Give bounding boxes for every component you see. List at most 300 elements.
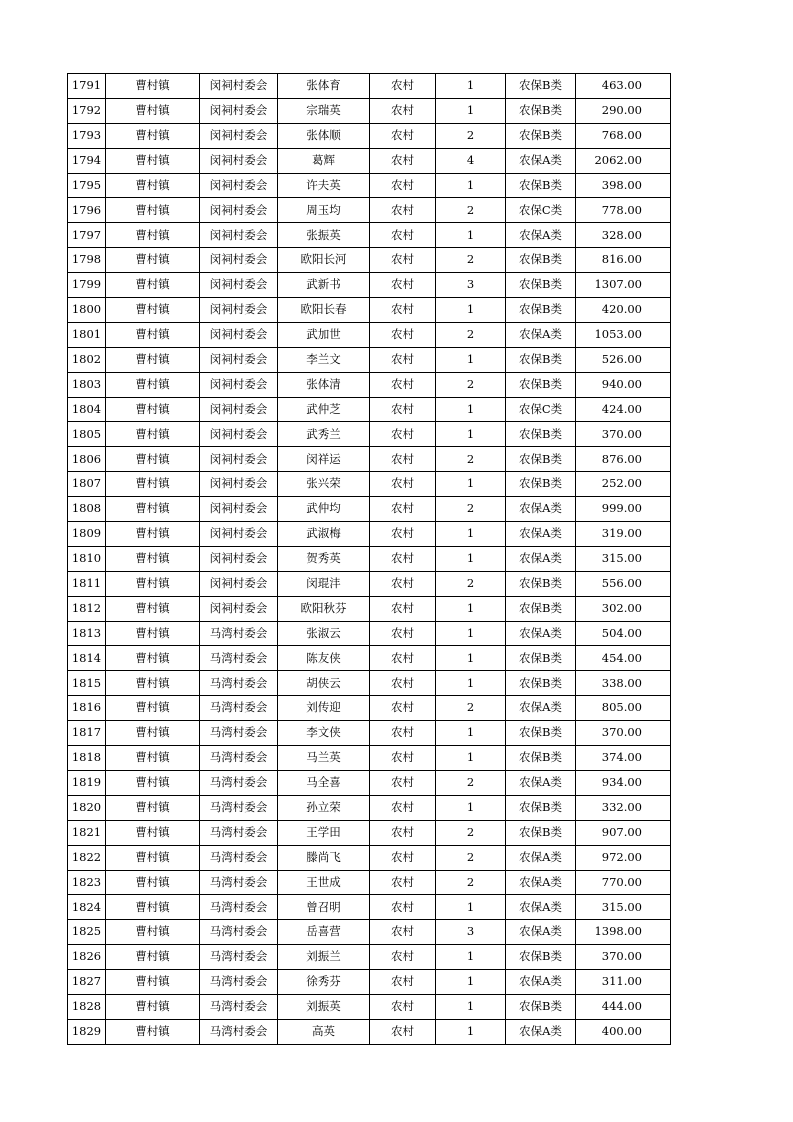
table-row xyxy=(68,994,671,1019)
household-count-cell: 1 xyxy=(436,721,506,746)
village-cell: 马湾村委会 xyxy=(200,1019,278,1044)
village-cell: 马湾村委会 xyxy=(200,671,278,696)
area-type-cell: 农村 xyxy=(370,422,436,447)
row-number: 1803 xyxy=(68,372,106,397)
row-number: 1794 xyxy=(68,148,106,173)
row-number: 1823 xyxy=(68,870,106,895)
name-cell: 张体顺 xyxy=(278,123,370,148)
area-type-cell: 农村 xyxy=(370,845,436,870)
household-count-cell: 2 xyxy=(436,696,506,721)
household-count-cell: 1 xyxy=(436,173,506,198)
village-cell: 马湾村委会 xyxy=(200,920,278,945)
name-cell: 葛辉 xyxy=(278,148,370,173)
table-row xyxy=(68,298,671,323)
name-cell: 闵琨沣 xyxy=(278,571,370,596)
area-type-cell: 农村 xyxy=(370,770,436,795)
household-count-cell: 1 xyxy=(436,546,506,571)
table-row xyxy=(68,1019,671,1044)
row-number: 1797 xyxy=(68,223,106,248)
town-cell: 曹村镇 xyxy=(106,347,200,372)
town-cell: 曹村镇 xyxy=(106,447,200,472)
household-count-cell: 1 xyxy=(436,746,506,771)
category-cell: 农保B类 xyxy=(506,596,576,621)
row-number: 1809 xyxy=(68,522,106,547)
category-cell: 农保B类 xyxy=(506,994,576,1019)
table-row xyxy=(68,198,671,223)
amount-cell: 454.00 xyxy=(576,646,671,671)
household-count-cell: 2 xyxy=(436,571,506,596)
village-cell: 马湾村委会 xyxy=(200,746,278,771)
village-cell: 闵祠村委会 xyxy=(200,372,278,397)
name-cell: 曾召明 xyxy=(278,895,370,920)
amount-cell: 805.00 xyxy=(576,696,671,721)
household-count-cell: 1 xyxy=(436,596,506,621)
area-type-cell: 农村 xyxy=(370,945,436,970)
household-count-cell: 1 xyxy=(436,522,506,547)
table-row xyxy=(68,74,671,99)
name-cell: 张振英 xyxy=(278,223,370,248)
amount-cell: 768.00 xyxy=(576,123,671,148)
category-cell: 农保B类 xyxy=(506,472,576,497)
amount-cell: 328.00 xyxy=(576,223,671,248)
amount-cell: 400.00 xyxy=(576,1019,671,1044)
category-cell: 农保A类 xyxy=(506,522,576,547)
category-cell: 农保B类 xyxy=(506,422,576,447)
row-number: 1811 xyxy=(68,571,106,596)
area-type-cell: 农村 xyxy=(370,273,436,298)
amount-cell: 907.00 xyxy=(576,820,671,845)
amount-cell: 338.00 xyxy=(576,671,671,696)
name-cell: 刘振兰 xyxy=(278,945,370,970)
area-type-cell: 农村 xyxy=(370,895,436,920)
category-cell: 农保B类 xyxy=(506,646,576,671)
household-count-cell: 1 xyxy=(436,397,506,422)
household-count-cell: 1 xyxy=(436,1019,506,1044)
household-count-cell: 1 xyxy=(436,795,506,820)
town-cell: 曹村镇 xyxy=(106,123,200,148)
name-cell: 马全喜 xyxy=(278,770,370,795)
name-cell: 李兰文 xyxy=(278,347,370,372)
amount-cell: 444.00 xyxy=(576,994,671,1019)
amount-cell: 315.00 xyxy=(576,546,671,571)
category-cell: 农保B类 xyxy=(506,945,576,970)
amount-cell: 972.00 xyxy=(576,845,671,870)
town-cell: 曹村镇 xyxy=(106,273,200,298)
name-cell: 武加世 xyxy=(278,322,370,347)
household-count-cell: 1 xyxy=(436,970,506,995)
category-cell: 农保B类 xyxy=(506,795,576,820)
roster-table xyxy=(67,73,671,1045)
table-row xyxy=(68,870,671,895)
village-cell: 马湾村委会 xyxy=(200,696,278,721)
town-cell: 曹村镇 xyxy=(106,372,200,397)
town-cell: 曹村镇 xyxy=(106,721,200,746)
table-row xyxy=(68,895,671,920)
table-row xyxy=(68,696,671,721)
village-cell: 闵祠村委会 xyxy=(200,248,278,273)
category-cell: 农保A类 xyxy=(506,223,576,248)
amount-cell: 1398.00 xyxy=(576,920,671,945)
village-cell: 马湾村委会 xyxy=(200,970,278,995)
row-number: 1816 xyxy=(68,696,106,721)
row-number: 1814 xyxy=(68,646,106,671)
table-row xyxy=(68,472,671,497)
row-number: 1817 xyxy=(68,721,106,746)
name-cell: 武仲均 xyxy=(278,497,370,522)
name-cell: 欧阳长河 xyxy=(278,248,370,273)
category-cell: 农保A类 xyxy=(506,696,576,721)
row-number: 1818 xyxy=(68,746,106,771)
name-cell: 岳喜营 xyxy=(278,920,370,945)
table-row xyxy=(68,571,671,596)
town-cell: 曹村镇 xyxy=(106,696,200,721)
name-cell: 李文侠 xyxy=(278,721,370,746)
category-cell: 农保A类 xyxy=(506,870,576,895)
area-type-cell: 农村 xyxy=(370,820,436,845)
amount-cell: 526.00 xyxy=(576,347,671,372)
household-count-cell: 1 xyxy=(436,347,506,372)
category-cell: 农保A类 xyxy=(506,895,576,920)
area-type-cell: 农村 xyxy=(370,372,436,397)
amount-cell: 934.00 xyxy=(576,770,671,795)
name-cell: 马兰英 xyxy=(278,746,370,771)
category-cell: 农保A类 xyxy=(506,497,576,522)
town-cell: 曹村镇 xyxy=(106,546,200,571)
table-row xyxy=(68,173,671,198)
table-row xyxy=(68,273,671,298)
village-cell: 闵祠村委会 xyxy=(200,546,278,571)
name-cell: 王世成 xyxy=(278,870,370,895)
town-cell: 曹村镇 xyxy=(106,920,200,945)
table-row xyxy=(68,795,671,820)
row-number: 1795 xyxy=(68,173,106,198)
table-row xyxy=(68,671,671,696)
town-cell: 曹村镇 xyxy=(106,646,200,671)
row-number: 1813 xyxy=(68,621,106,646)
area-type-cell: 农村 xyxy=(370,248,436,273)
row-number: 1820 xyxy=(68,795,106,820)
table-row xyxy=(68,372,671,397)
town-cell: 曹村镇 xyxy=(106,571,200,596)
table-row xyxy=(68,148,671,173)
row-number: 1815 xyxy=(68,671,106,696)
name-cell: 张体育 xyxy=(278,74,370,99)
area-type-cell: 农村 xyxy=(370,696,436,721)
town-cell: 曹村镇 xyxy=(106,820,200,845)
row-number: 1798 xyxy=(68,248,106,273)
town-cell: 曹村镇 xyxy=(106,522,200,547)
amount-cell: 876.00 xyxy=(576,447,671,472)
town-cell: 曹村镇 xyxy=(106,248,200,273)
amount-cell: 2062.00 xyxy=(576,148,671,173)
amount-cell: 252.00 xyxy=(576,472,671,497)
row-number: 1796 xyxy=(68,198,106,223)
amount-cell: 816.00 xyxy=(576,248,671,273)
household-count-cell: 2 xyxy=(436,322,506,347)
name-cell: 滕尚飞 xyxy=(278,845,370,870)
table-row xyxy=(68,248,671,273)
village-cell: 闵祠村委会 xyxy=(200,198,278,223)
area-type-cell: 农村 xyxy=(370,571,436,596)
category-cell: 农保A类 xyxy=(506,1019,576,1044)
area-type-cell: 农村 xyxy=(370,397,436,422)
category-cell: 农保A类 xyxy=(506,322,576,347)
row-number: 1812 xyxy=(68,596,106,621)
name-cell: 武仲芝 xyxy=(278,397,370,422)
name-cell: 刘传迎 xyxy=(278,696,370,721)
area-type-cell: 农村 xyxy=(370,98,436,123)
town-cell: 曹村镇 xyxy=(106,223,200,248)
area-type-cell: 农村 xyxy=(370,322,436,347)
village-cell: 闵祠村委会 xyxy=(200,74,278,99)
name-cell: 徐秀芬 xyxy=(278,970,370,995)
area-type-cell: 农村 xyxy=(370,671,436,696)
area-type-cell: 农村 xyxy=(370,148,436,173)
amount-cell: 290.00 xyxy=(576,98,671,123)
name-cell: 周玉均 xyxy=(278,198,370,223)
amount-cell: 556.00 xyxy=(576,571,671,596)
town-cell: 曹村镇 xyxy=(106,198,200,223)
category-cell: 农保B类 xyxy=(506,721,576,746)
table-row xyxy=(68,447,671,472)
name-cell: 王学田 xyxy=(278,820,370,845)
village-cell: 马湾村委会 xyxy=(200,870,278,895)
category-cell: 农保B类 xyxy=(506,98,576,123)
village-cell: 闵祠村委会 xyxy=(200,148,278,173)
village-cell: 闵祠村委会 xyxy=(200,497,278,522)
table-row xyxy=(68,820,671,845)
table-row xyxy=(68,845,671,870)
area-type-cell: 农村 xyxy=(370,546,436,571)
name-cell: 高英 xyxy=(278,1019,370,1044)
village-cell: 马湾村委会 xyxy=(200,721,278,746)
row-number: 1819 xyxy=(68,770,106,795)
area-type-cell: 农村 xyxy=(370,497,436,522)
amount-cell: 302.00 xyxy=(576,596,671,621)
table-row xyxy=(68,422,671,447)
area-type-cell: 农村 xyxy=(370,1019,436,1044)
town-cell: 曹村镇 xyxy=(106,845,200,870)
table-row xyxy=(68,970,671,995)
row-number: 1828 xyxy=(68,994,106,1019)
village-cell: 闵祠村委会 xyxy=(200,422,278,447)
table-row xyxy=(68,98,671,123)
household-count-cell: 1 xyxy=(436,994,506,1019)
town-cell: 曹村镇 xyxy=(106,994,200,1019)
table-row xyxy=(68,920,671,945)
village-cell: 马湾村委会 xyxy=(200,845,278,870)
town-cell: 曹村镇 xyxy=(106,74,200,99)
town-cell: 曹村镇 xyxy=(106,671,200,696)
amount-cell: 370.00 xyxy=(576,721,671,746)
village-cell: 马湾村委会 xyxy=(200,770,278,795)
area-type-cell: 农村 xyxy=(370,646,436,671)
category-cell: 农保B类 xyxy=(506,248,576,273)
name-cell: 许夫英 xyxy=(278,173,370,198)
household-count-cell: 2 xyxy=(436,447,506,472)
amount-cell: 420.00 xyxy=(576,298,671,323)
household-count-cell: 1 xyxy=(436,472,506,497)
category-cell: 农保B类 xyxy=(506,820,576,845)
row-number: 1824 xyxy=(68,895,106,920)
area-type-cell: 农村 xyxy=(370,795,436,820)
household-count-cell: 1 xyxy=(436,671,506,696)
row-number: 1827 xyxy=(68,970,106,995)
category-cell: 农保A类 xyxy=(506,920,576,945)
amount-cell: 332.00 xyxy=(576,795,671,820)
household-count-cell: 1 xyxy=(436,895,506,920)
table-row xyxy=(68,721,671,746)
town-cell: 曹村镇 xyxy=(106,596,200,621)
town-cell: 曹村镇 xyxy=(106,870,200,895)
area-type-cell: 农村 xyxy=(370,870,436,895)
name-cell: 武新书 xyxy=(278,273,370,298)
town-cell: 曹村镇 xyxy=(106,422,200,447)
amount-cell: 370.00 xyxy=(576,945,671,970)
town-cell: 曹村镇 xyxy=(106,298,200,323)
village-cell: 马湾村委会 xyxy=(200,621,278,646)
village-cell: 闵祠村委会 xyxy=(200,322,278,347)
name-cell: 张兴荣 xyxy=(278,472,370,497)
table-row xyxy=(68,945,671,970)
table-body xyxy=(68,74,671,1045)
town-cell: 曹村镇 xyxy=(106,322,200,347)
area-type-cell: 农村 xyxy=(370,994,436,1019)
category-cell: 农保B类 xyxy=(506,347,576,372)
amount-cell: 999.00 xyxy=(576,497,671,522)
name-cell: 胡侠云 xyxy=(278,671,370,696)
amount-cell: 315.00 xyxy=(576,895,671,920)
amount-cell: 1053.00 xyxy=(576,322,671,347)
town-cell: 曹村镇 xyxy=(106,746,200,771)
category-cell: 农保A类 xyxy=(506,546,576,571)
row-number: 1793 xyxy=(68,123,106,148)
village-cell: 闵祠村委会 xyxy=(200,447,278,472)
town-cell: 曹村镇 xyxy=(106,970,200,995)
amount-cell: 370.00 xyxy=(576,422,671,447)
area-type-cell: 农村 xyxy=(370,198,436,223)
area-type-cell: 农村 xyxy=(370,746,436,771)
row-number: 1805 xyxy=(68,422,106,447)
village-cell: 马湾村委会 xyxy=(200,895,278,920)
category-cell: 农保A类 xyxy=(506,845,576,870)
household-count-cell: 1 xyxy=(436,298,506,323)
row-number: 1804 xyxy=(68,397,106,422)
town-cell: 曹村镇 xyxy=(106,770,200,795)
village-cell: 闵祠村委会 xyxy=(200,472,278,497)
row-number: 1799 xyxy=(68,273,106,298)
row-number: 1791 xyxy=(68,74,106,99)
amount-cell: 1307.00 xyxy=(576,273,671,298)
amount-cell: 398.00 xyxy=(576,173,671,198)
category-cell: 农保B类 xyxy=(506,298,576,323)
town-cell: 曹村镇 xyxy=(106,497,200,522)
table-row xyxy=(68,322,671,347)
town-cell: 曹村镇 xyxy=(106,895,200,920)
name-cell: 武秀兰 xyxy=(278,422,370,447)
amount-cell: 778.00 xyxy=(576,198,671,223)
town-cell: 曹村镇 xyxy=(106,148,200,173)
name-cell: 欧阳秋芬 xyxy=(278,596,370,621)
category-cell: 农保B类 xyxy=(506,571,576,596)
table-row xyxy=(68,397,671,422)
row-number: 1801 xyxy=(68,322,106,347)
village-cell: 闵祠村委会 xyxy=(200,298,278,323)
household-count-cell: 1 xyxy=(436,74,506,99)
row-number: 1826 xyxy=(68,945,106,970)
household-count-cell: 3 xyxy=(436,273,506,298)
category-cell: 农保C类 xyxy=(506,198,576,223)
village-cell: 闵祠村委会 xyxy=(200,273,278,298)
category-cell: 农保C类 xyxy=(506,397,576,422)
row-number: 1808 xyxy=(68,497,106,522)
household-count-cell: 2 xyxy=(436,870,506,895)
area-type-cell: 农村 xyxy=(370,522,436,547)
village-cell: 闵祠村委会 xyxy=(200,223,278,248)
area-type-cell: 农村 xyxy=(370,621,436,646)
area-type-cell: 农村 xyxy=(370,920,436,945)
table-row xyxy=(68,770,671,795)
town-cell: 曹村镇 xyxy=(106,1019,200,1044)
village-cell: 马湾村委会 xyxy=(200,646,278,671)
village-cell: 马湾村委会 xyxy=(200,820,278,845)
category-cell: 农保B类 xyxy=(506,74,576,99)
table-row xyxy=(68,223,671,248)
town-cell: 曹村镇 xyxy=(106,621,200,646)
name-cell: 贺秀英 xyxy=(278,546,370,571)
village-cell: 马湾村委会 xyxy=(200,795,278,820)
village-cell: 闵祠村委会 xyxy=(200,123,278,148)
category-cell: 农保A类 xyxy=(506,970,576,995)
category-cell: 农保A类 xyxy=(506,148,576,173)
area-type-cell: 农村 xyxy=(370,347,436,372)
table-row xyxy=(68,347,671,372)
amount-cell: 770.00 xyxy=(576,870,671,895)
amount-cell: 311.00 xyxy=(576,970,671,995)
amount-cell: 463.00 xyxy=(576,74,671,99)
household-count-cell: 2 xyxy=(436,845,506,870)
town-cell: 曹村镇 xyxy=(106,945,200,970)
table-row xyxy=(68,646,671,671)
category-cell: 农保B类 xyxy=(506,173,576,198)
category-cell: 农保B类 xyxy=(506,671,576,696)
table-row xyxy=(68,522,671,547)
area-type-cell: 农村 xyxy=(370,472,436,497)
town-cell: 曹村镇 xyxy=(106,472,200,497)
name-cell: 张体清 xyxy=(278,372,370,397)
household-count-cell: 2 xyxy=(436,248,506,273)
table-row xyxy=(68,596,671,621)
village-cell: 闵祠村委会 xyxy=(200,397,278,422)
area-type-cell: 农村 xyxy=(370,596,436,621)
area-type-cell: 农村 xyxy=(370,173,436,198)
name-cell: 孙立荣 xyxy=(278,795,370,820)
household-count-cell: 1 xyxy=(436,422,506,447)
category-cell: 农保A类 xyxy=(506,621,576,646)
table-row xyxy=(68,546,671,571)
name-cell: 闵祥运 xyxy=(278,447,370,472)
row-number: 1810 xyxy=(68,546,106,571)
household-count-cell: 3 xyxy=(436,920,506,945)
name-cell: 刘振英 xyxy=(278,994,370,1019)
table-row xyxy=(68,497,671,522)
village-cell: 闵祠村委会 xyxy=(200,571,278,596)
amount-cell: 424.00 xyxy=(576,397,671,422)
name-cell: 陈友侠 xyxy=(278,646,370,671)
household-count-cell: 1 xyxy=(436,223,506,248)
area-type-cell: 农村 xyxy=(370,123,436,148)
village-cell: 马湾村委会 xyxy=(200,945,278,970)
